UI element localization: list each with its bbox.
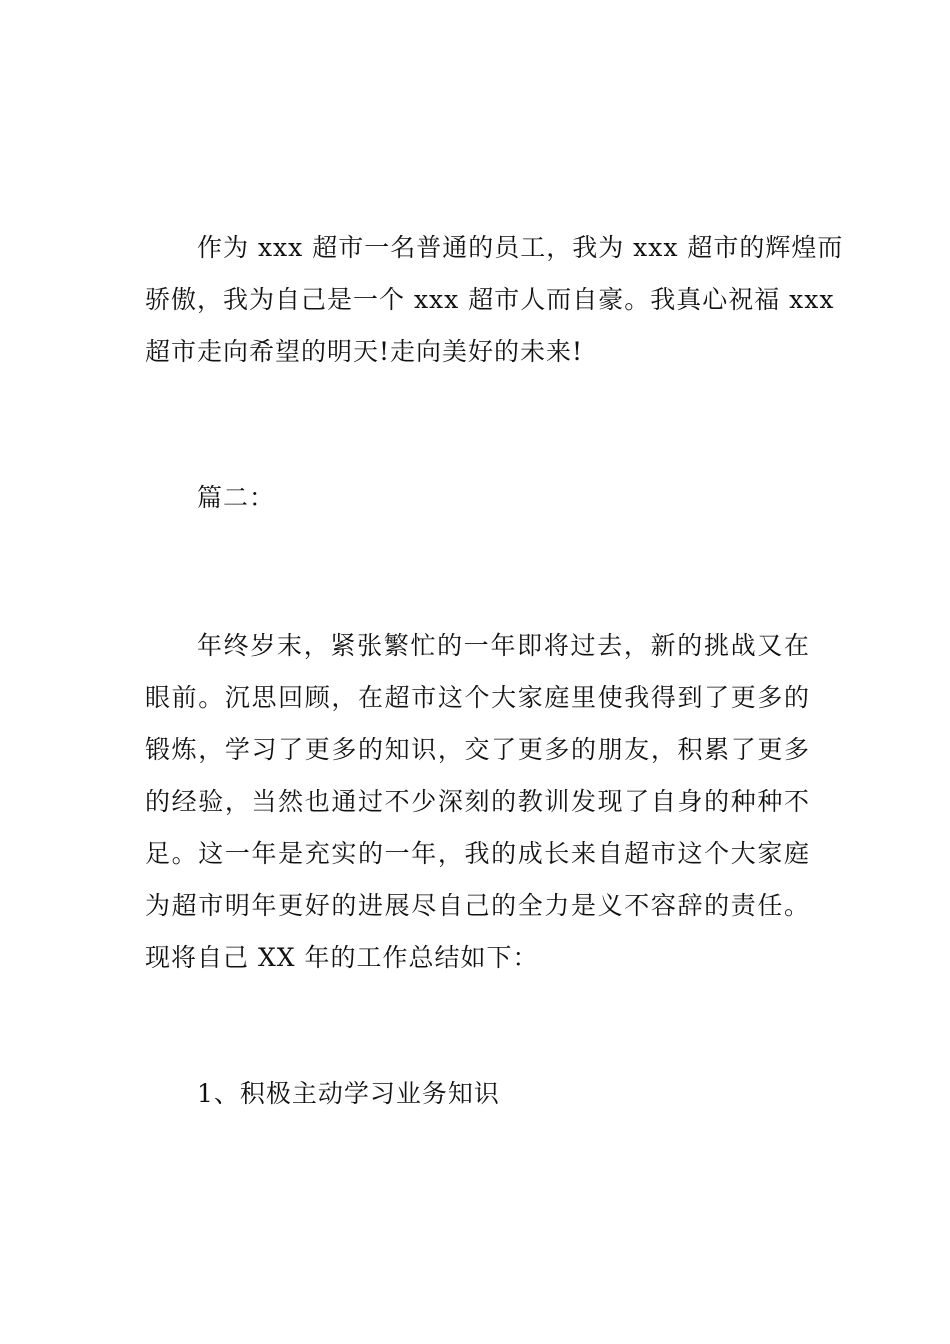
paragraph-1-line-2: 骄傲，我为自己是一个 xxx 超市人而自豪。我真心祝福 xxx [145,285,835,314]
list-item-1-block [145,1068,810,1120]
paragraph-2-line-4: 的经验，当然也通过不少深刻的教训发现了自身的种种不 [145,787,810,816]
section-title: 篇二： [197,483,276,512]
paragraph-2-line-2: 眼前。沉思回顾，在超市这个大家庭里使我得到了更多的 [145,683,810,712]
paragraph-1-line-1: 作为 xxx 超市一名普通的员工，我为 xxx 超市的辉煌而 [197,233,844,262]
paragraph-2-line-5: 足。这一年是充实的一年，我的成长来自超市这个大家庭 [145,839,810,868]
paragraph-2 [145,620,810,984]
paragraph-2-line-6: 为超市明年更好的进展尽自己的全力是义不容辞的责任。 [145,891,810,920]
paragraph-2-line-3: 锻炼，学习了更多的知识，交了更多的朋友，积累了更多 [145,735,810,764]
paragraph-2-line-7: 现将自己 XX 年的工作总结如下： [145,943,539,972]
list-item-1: 1、积极主动学习业务知识 [197,1079,500,1108]
paragraph-1 [145,222,844,378]
section-title-block [145,472,810,524]
paragraph-1-line-3: 超市走向希望的明天!走向美好的未来! [145,337,584,366]
paragraph-2-line-1: 年终岁末，紧张繁忙的一年即将过去，新的挑战又在 [197,631,810,660]
